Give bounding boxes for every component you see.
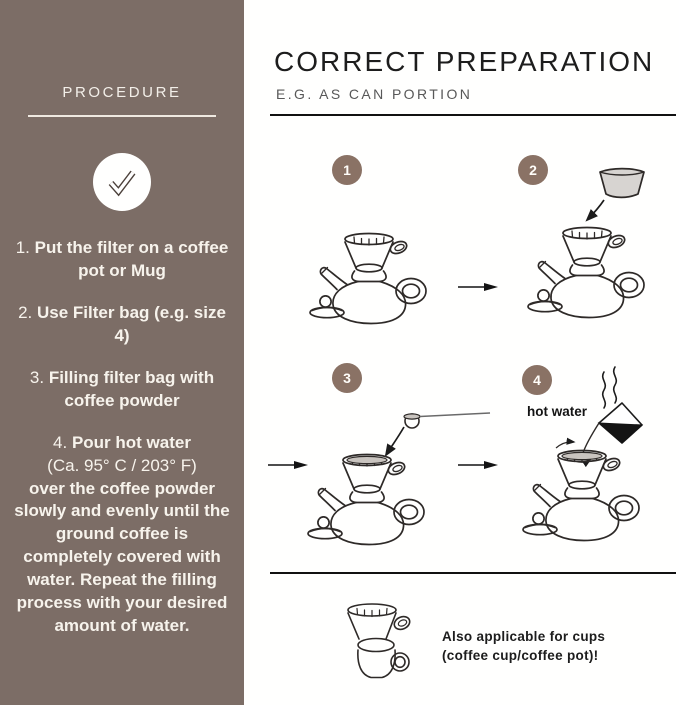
header-divider xyxy=(270,114,676,116)
step-number: 1. xyxy=(15,238,30,257)
footer-note-line2: (coffee cup/coffee pot)! xyxy=(442,648,599,663)
procedure-step-3 xyxy=(13,367,231,413)
step-badge-3: 3 xyxy=(332,363,362,393)
procedure-sidebar xyxy=(0,0,244,705)
step-text: Put the filter on a coffee pot or Mug xyxy=(34,238,229,280)
step-text-note: (Ca. 95° C / 203° F) xyxy=(47,455,197,475)
checkmark-badge xyxy=(93,153,151,211)
sidebar-title: PROCEDURE xyxy=(62,84,182,101)
teapot-spoon-icon xyxy=(300,405,500,565)
procedure-steps xyxy=(13,237,231,638)
step-badge-4: 4 xyxy=(522,365,552,395)
procedure-step-4 xyxy=(13,432,231,638)
pouring-jug-icon xyxy=(599,403,642,443)
arrow-right-icon xyxy=(458,459,498,471)
sidebar-divider xyxy=(28,115,216,117)
teapot-pouring-icon xyxy=(520,362,679,562)
step-text: over the coffee powder slowly and evenly until the ground coffee is completely covered with water. Repeat the filling process with your desired amount of water. xyxy=(14,478,230,636)
preparation-panel xyxy=(244,0,679,705)
step-number: 4. xyxy=(53,432,68,452)
step-text: Use Filter bag (e.g. size 4) xyxy=(36,302,226,345)
step-text: Filling filter bag with coffee powder xyxy=(48,367,215,410)
page-subtitle: E.G. AS CAN PORTION xyxy=(276,86,473,102)
step-number: 2. xyxy=(18,302,33,322)
steam-icon xyxy=(603,367,617,408)
footer-note-line1: Also applicable for cups xyxy=(442,629,606,644)
cup-with-filter-icon xyxy=(344,600,414,684)
step-text: Pour hot water xyxy=(71,432,191,452)
swirl-arrow-icon xyxy=(556,442,574,448)
procedure-step-2 xyxy=(13,302,231,348)
footer-note xyxy=(442,627,605,665)
curved-arrow-icon xyxy=(386,427,404,455)
arrow-right-icon xyxy=(268,459,308,471)
teapot-filter-bag-icon xyxy=(520,162,670,342)
checkmark-icon xyxy=(102,162,142,202)
step-number: 3. xyxy=(29,367,45,387)
filter-bag-icon xyxy=(600,169,644,198)
page-title: CORRECT PREPARATION xyxy=(274,46,655,77)
coffee-spoon-icon xyxy=(404,413,490,428)
footer-divider xyxy=(270,572,676,574)
arrow-right-icon xyxy=(458,281,498,293)
teapot-with-filter-icon xyxy=(308,228,440,328)
step-badge-2: 2 xyxy=(518,155,548,185)
procedure-step-1 xyxy=(13,237,231,283)
water-stream xyxy=(583,423,599,453)
hot-water-label: hot water xyxy=(527,404,588,419)
curved-arrow-icon xyxy=(587,200,604,220)
step-badge-1: 1 xyxy=(332,155,362,185)
